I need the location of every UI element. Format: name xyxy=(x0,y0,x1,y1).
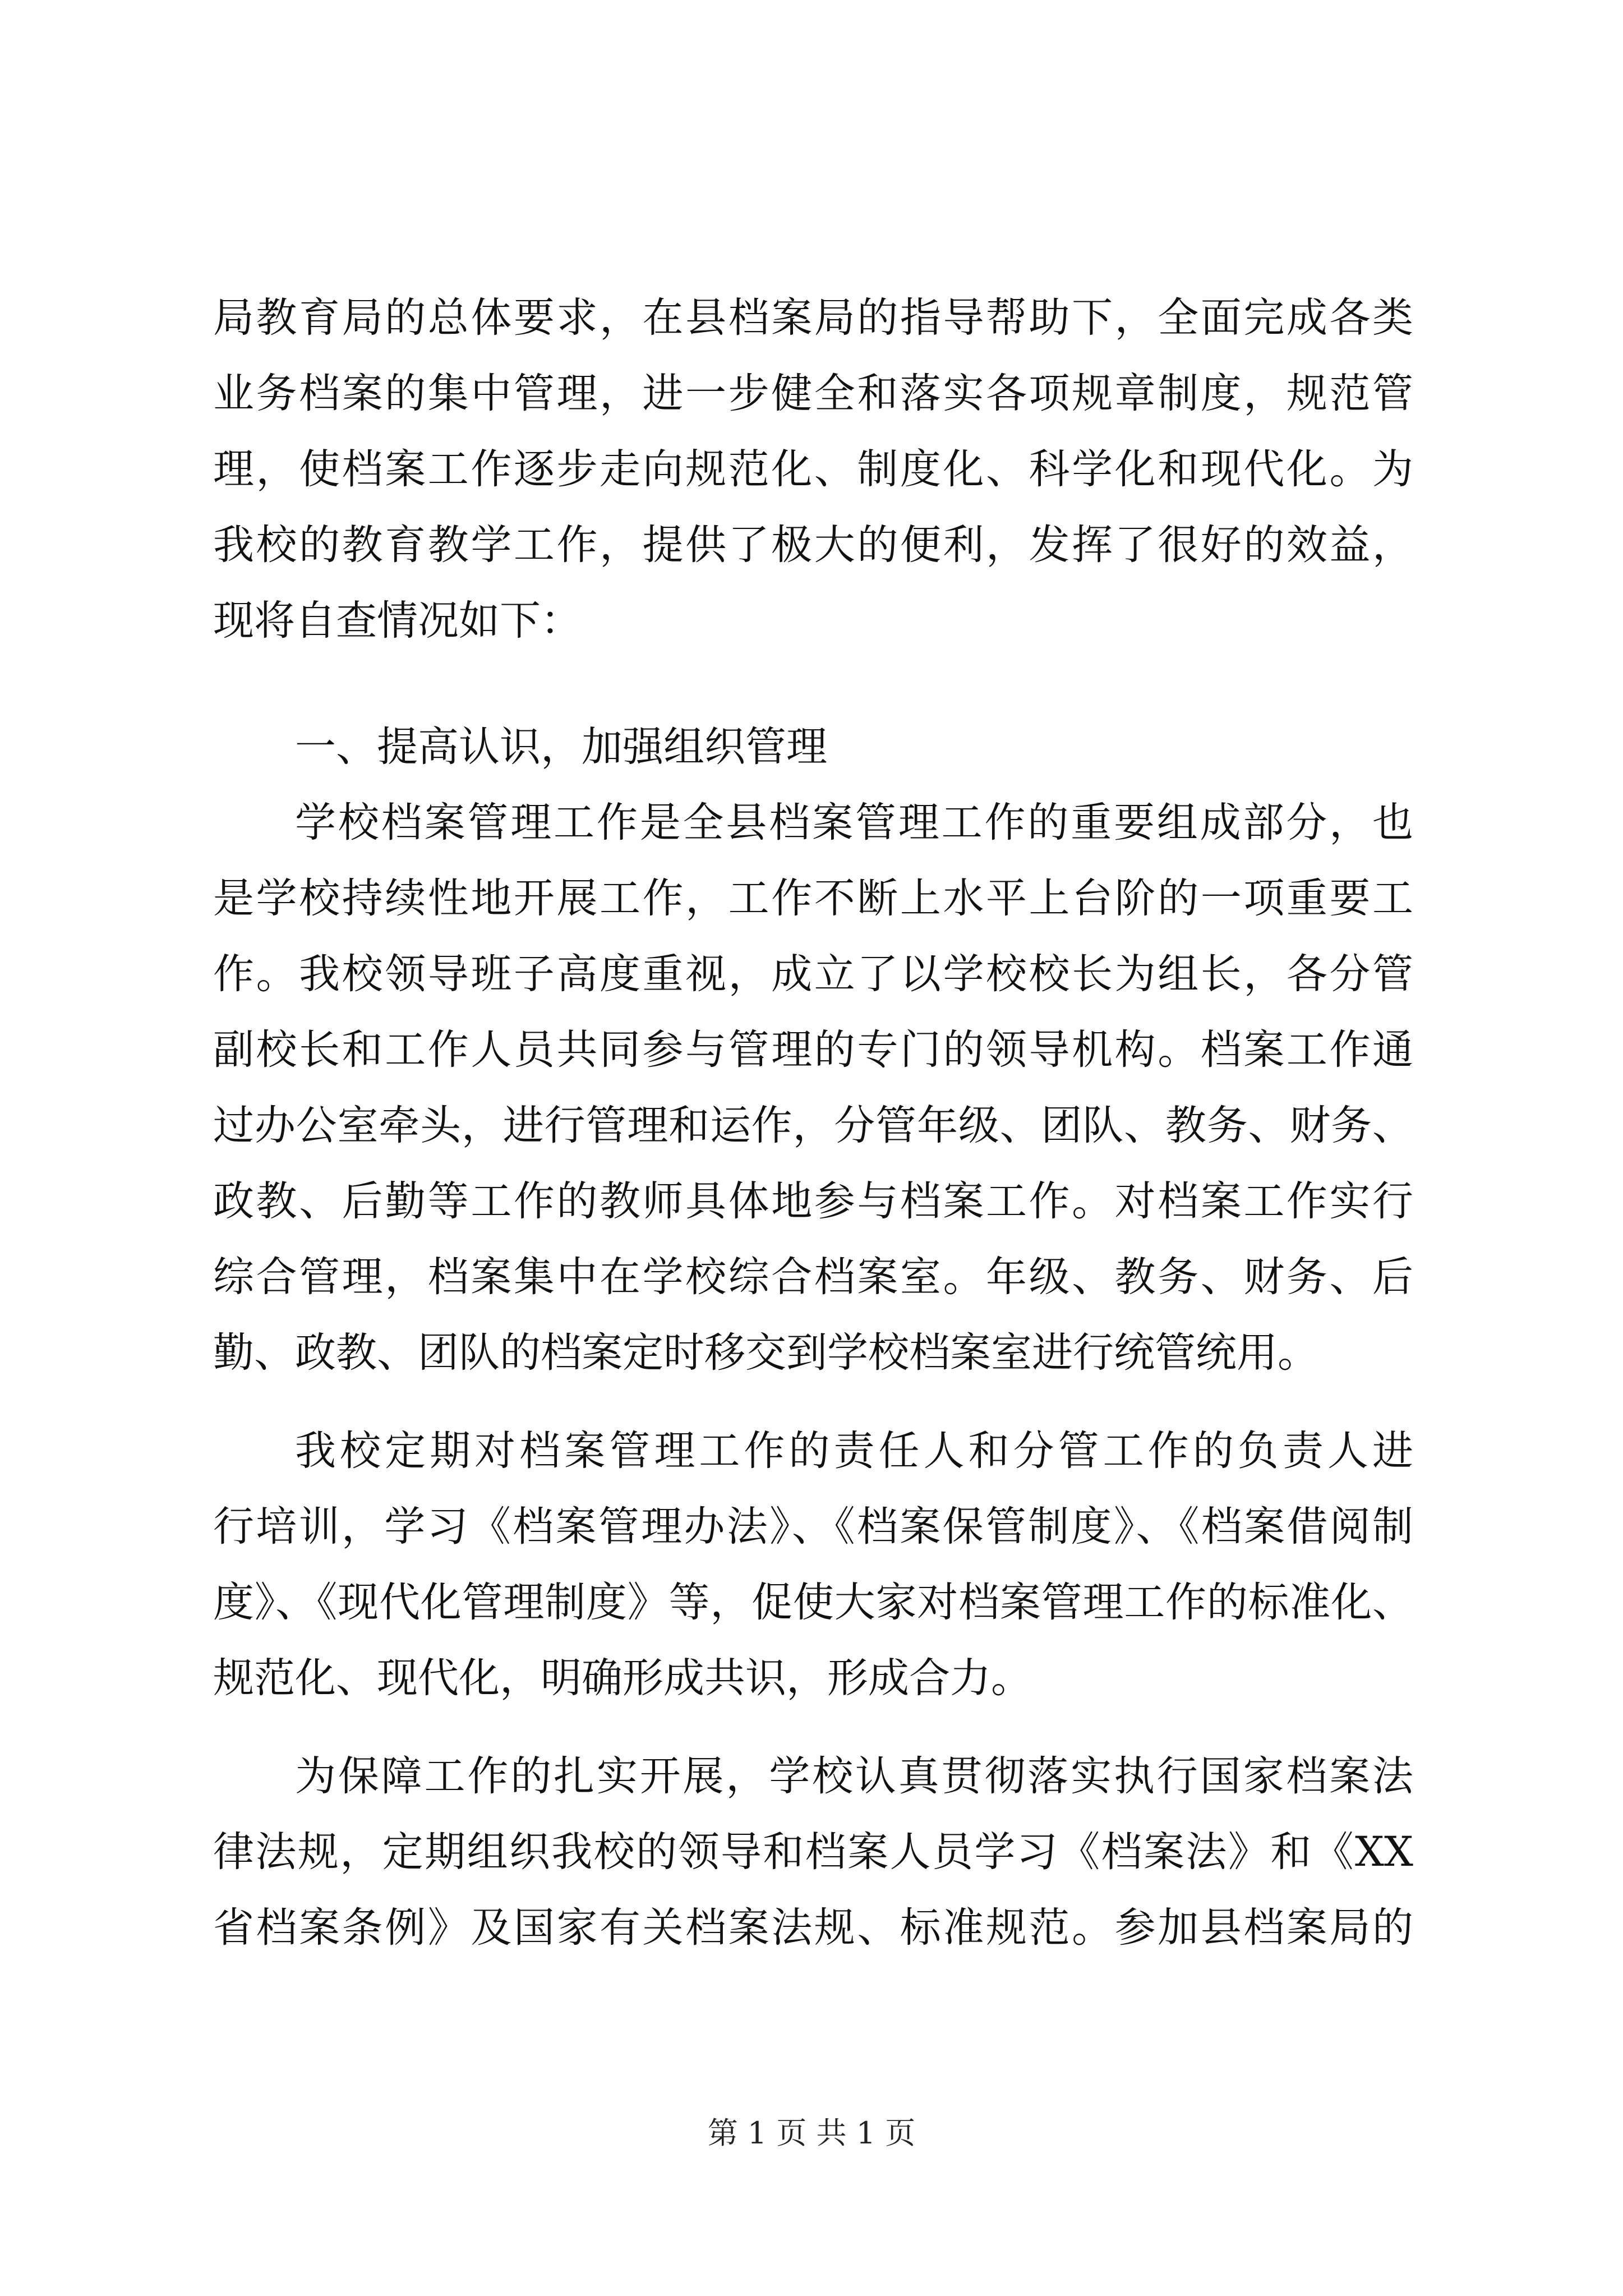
text-line: 行培训，学习《档案管理办法》、《档案保管制度》、《档案借阅制 xyxy=(213,1503,1413,1550)
text-line: 省档案条例》及国家有关档案法规、标准规范。参加县档案局的 xyxy=(213,1904,1413,1952)
section-heading: 一、提高认识，加强组织管理 xyxy=(295,723,827,771)
text-line: 律法规，定期组织我校的领导和档案人员学习《档案法》和《XX xyxy=(213,1828,1413,1876)
text-line: 学校档案管理工作是全县档案管理工作的重要组成部分，也 xyxy=(295,799,1413,846)
text-line: 我校的教育教学工作，提供了极大的便利，发挥了很好的效益， xyxy=(213,521,1413,569)
text-line: 副校长和工作人员共同参与管理的专门的领导机构。档案工作通 xyxy=(213,1026,1413,1074)
page-number-footer: 第 1 页 共 1 页 xyxy=(707,2115,916,2151)
text-line: 业务档案的集中管理，进一步健全和落实各项规章制度，规范管 xyxy=(213,370,1413,417)
text-line: 是学校持续性地开展工作，工作不断上水平上台阶的一项重要工 xyxy=(213,875,1413,922)
text-line: 过办公室牵头，进行管理和运作，分管年级、团队、教务、财务、 xyxy=(213,1102,1413,1149)
text-line: 我校定期对档案管理工作的责任人和分管工作的负责人进 xyxy=(295,1427,1413,1475)
text-line: 局教育局的总体要求，在县档案局的指导帮助下，全面完成各类 xyxy=(213,294,1413,342)
text-line: 度》、《现代化管理制度》等，促使大家对档案管理工作的标准化、 xyxy=(213,1579,1413,1626)
text-line: 综合管理，档案集中在学校综合档案室。年级、教务、财务、后 xyxy=(213,1253,1413,1301)
text-line: 作。我校领导班子高度重视，成立了以学校校长为组长，各分管 xyxy=(213,950,1413,998)
text-line: 为保障工作的扎实开展，学校认真贯彻落实执行国家档案法 xyxy=(295,1752,1413,1800)
text-line: 理，使档案工作逐步走向规范化、制度化、科学化和现代化。为 xyxy=(213,445,1413,493)
text-line: 政教、后勤等工作的教师具体地参与档案工作。对档案工作实行 xyxy=(213,1177,1413,1225)
text-line: 现将自查情况如下： xyxy=(213,597,582,645)
text-line: 规范化、现代化，明确形成共识，形成合力。 xyxy=(213,1654,1032,1702)
text-line: 勤、政教、团队的档案定时移交到学校档案室进行统管统用。 xyxy=(213,1329,1318,1377)
